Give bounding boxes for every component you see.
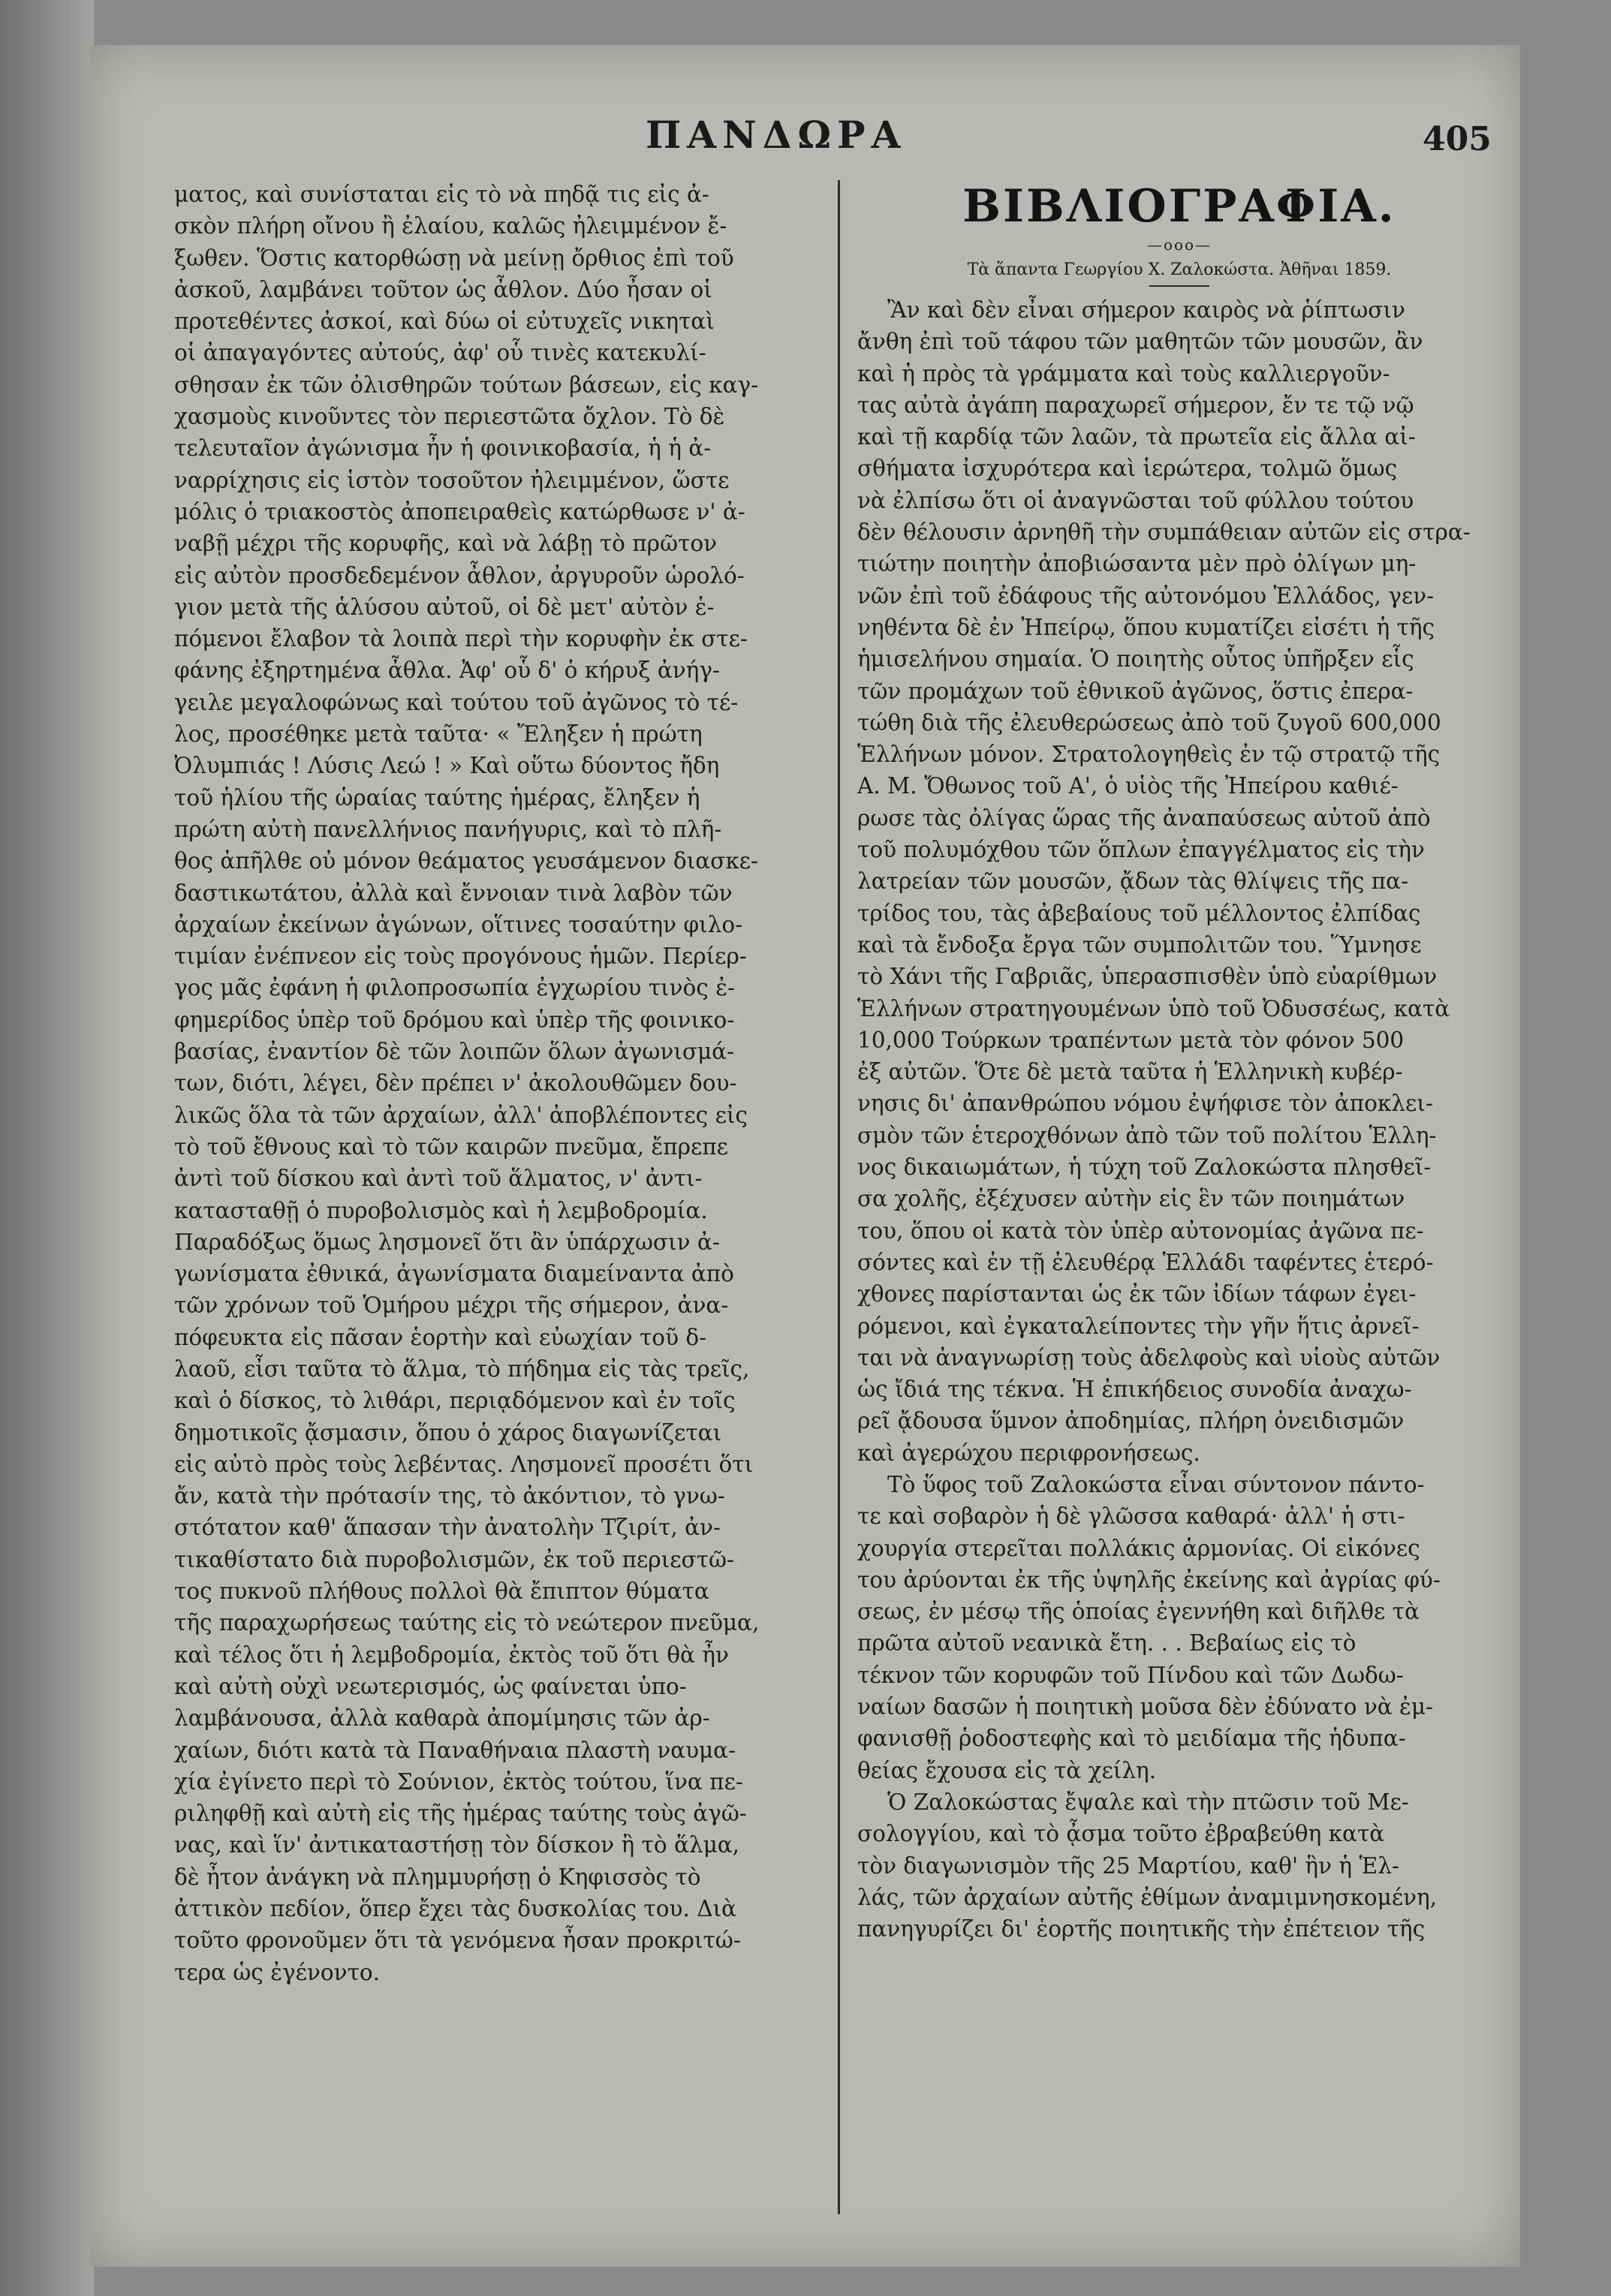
text-line: κατασταθῇ ὁ πυροβολισμὸς καὶ ἡ λεμβοδρομία. [174, 1197, 708, 1223]
text-line: γειλε μεγαλοφώνως καὶ τούτου τοῦ ἀγῶνος τὸ τέ- [174, 689, 739, 715]
text-line: φανισθῇ ῥοδοστεφὴς καὶ τὸ μειδίαμα τῆς ἡδυπα- [857, 1726, 1406, 1752]
text-line: καὶ ἡ πρὸς τὰ γράμματα καὶ τοὺς καλλιεργοῦν- [857, 360, 1390, 387]
text-line: τῶν προμάχων τοῦ ἐθνικοῦ ἀγῶνος, ὅστις ἐπερα- [857, 678, 1414, 704]
text-line: τας αὐτὰ ἀγάπη παραχωρεῖ σήμερον, ἔν τε τῷ νῷ [857, 392, 1414, 418]
text-line: σόντες καὶ ἐν τῇ ἐλευθέρᾳ Ἑλλάδι ταφέντες ἑτερό- [857, 1249, 1434, 1275]
text-line: χία ἐγίνετο περὶ τὸ Σούνιον, ἐκτὸς τούτου, ἵνα πε- [174, 1768, 743, 1795]
text-line: μόλις ὁ τριακοστὸς ἀποπειραθεὶς κατώρθωσε ν' ἀ- [174, 498, 745, 525]
text-line: χαίων, διότι κατὰ τὰ Παναθήναια πλαστὴ ναυμα- [174, 1737, 736, 1763]
text-line: ναίων δασῶν ἡ ποιητικὴ μοῦσα δὲν ἐδύνατο νὰ ἐμ- [857, 1694, 1434, 1720]
text-line: τῶν χρόνων τοῦ Ὁμήρου μέχρι τῆς σήμερον, ἀνα- [174, 1292, 729, 1319]
text-line: ὡς ἴδιά της τέκνα. Ἡ ἐπικήδειος συνοδία ἀναχω- [857, 1377, 1412, 1403]
text-line: σθησαν ἐκ τῶν ὀλισθηρῶν τούτων βάσεων, εἰς καγ- [174, 372, 759, 398]
text-line: πανηγυρίζει δι' ἑορτῆς ποιητικῆς τὴν ἐπέτειον τῆς [857, 1916, 1426, 1942]
text-line: ρωσε τὰς ὀλίγας ὥρας τῆς ἀναπαύσεως αὐτοῦ ἀπὸ [857, 805, 1431, 831]
text-line: Ὁ Ζαλοκώστας ἔψαλε καὶ τὴν πτῶσιν τοῦ Με- [887, 1789, 1409, 1815]
text-line: τερα ὡς ἐγένοντο. [174, 1959, 381, 1985]
text-line: ρεῖ ᾄδουσα ὕμνον ἀποδημίας, πλήρη ὀνειδισμῶν [857, 1408, 1405, 1434]
text-line: βασίας, ἐναντίον δὲ τῶν λοιπῶν ὅλων ἀγωνισμά- [174, 1039, 735, 1065]
text-line: νὰ ἐλπίσω ὅτι οἱ ἀναγνῶσται τοῦ φύλλου τούτου [857, 487, 1414, 513]
text-line: ξωθεν. Ὅστις κατορθώσῃ νὰ μείνῃ ὄρθιος ἐπὶ τοῦ [174, 245, 734, 271]
text-line: φημερίδος ὑπὲρ τοῦ δρόμου καὶ ὑπὲρ τῆς φοινικο- [174, 1007, 735, 1033]
text-line: καὶ τὰ ἔνδοξα ἔργα τῶν συμπολιτῶν του. Ὕμνησε [857, 931, 1422, 958]
text-line: των, διότι, λέγει, δὲν πρέπει ν' ἀκολουθῶμεν δου- [174, 1070, 737, 1097]
text-line: ἄν, κατὰ τὴν πρότασίν της, τὸ ἀκόντιον, τὸ γνω- [174, 1483, 725, 1509]
text-line: ναρρίχησις εἰς ἱστὸν τοσοῦτον ἠλειμμένον, ὥστε [174, 467, 730, 493]
text-line: τέκνον τῶν κορυφῶν τοῦ Πίνδου καὶ τῶν Δωδω- [857, 1662, 1404, 1688]
text-line: δὲν θέλουσιν ἀρνηθῆ τὴν συμπάθειαν αὐτῶν εἰς στρα- [857, 519, 1471, 546]
text-line: καὶ αὐτὴ οὐχὶ νεωτερισμός, ὡς φαίνεται ὑπο- [174, 1673, 687, 1699]
text-line: προτεθέντες ἀσκοί, καὶ δύω οἱ εὐτυχεῖς νικηταὶ [174, 308, 715, 335]
section-ornament: —ooo— [1146, 236, 1212, 254]
text-line: ματος, καὶ συνίσταται εἰς τὸ νὰ πηδᾷ τις εἰς ἀ- [174, 182, 709, 207]
text-line: τὸ Χάνι τῆς Γαβριᾶς, ὑπερασπισθὲν ὑπὸ εὐαρίθμων [857, 964, 1438, 990]
text-line: καὶ τέλος ὅτι ἡ λεμβοδρομία, ἐκτὸς τοῦ ὅτι θὰ ἦν [174, 1642, 729, 1668]
text-line: τοῦ πολυμόχθου τῶν ὅπλων ἐπαγγέλματος εἰς τὴν [857, 837, 1425, 863]
text-line: σκὸν πλήρη οἴνου ἢ ἐλαίου, καλῶς ἠλειμμένον ἔ- [174, 213, 727, 239]
text-line: λικῶς ὅλα τὰ τῶν ἀρχαίων, ἀλλ' ἀποβλέποντες εἰς [174, 1102, 748, 1128]
text-line: τῆς παραχωρήσεως ταύτης εἰς τὸ νεώτερον πνεῦμα, [174, 1610, 760, 1636]
text-line: γιον μετὰ τῆς ἁλύσου αὐτοῦ, οἱ δὲ μετ' αὐτὸν ἑ- [174, 594, 715, 620]
text-line: πόφευκτα εἰς πᾶσαν ἑορτὴν καὶ εὐωχίαν τοῦ δ- [174, 1324, 707, 1350]
page-number: 405 [1423, 120, 1492, 158]
text-line: νας, καὶ ἵν' ἀντικαταστήσῃ τὸν δίσκον ἢ τὸ ἅλμα, [174, 1832, 740, 1858]
reference-rule [1149, 285, 1209, 287]
text-line: λαμβάνουσα, ἀλλὰ καθαρὰ ἀπομίμησις τῶν ἀρ- [174, 1705, 710, 1732]
text-line: τε καὶ σοβαρὸν ἡ δὲ γλῶσσα καθαρά· ἀλλ' ἡ στι- [857, 1503, 1405, 1530]
text-line: σα χολῆς, ἐξέχυσεν αὐτὴν εἰς ἓν τῶν ποιημάτων [857, 1186, 1405, 1212]
text-line: τρίδος του, τὰς ἀβεβαίους τοῦ μέλλοντος ἐλπίδας [857, 900, 1421, 926]
text-line: καὶ ὁ δίσκος, τὸ λιθάρι, περιᾳδόμενον καὶ ἐν τοῖς [174, 1388, 736, 1414]
text-line: τιμίαν ἐνέπνεον εἰς τοὺς προγόνους ἡμῶν. Περίερ- [174, 943, 747, 970]
text-line: του ἀρύονται ἐκ τῆς ὑψηλῆς ἐκείνης καὶ ἀγρίας φύ- [857, 1566, 1441, 1593]
text-line: εἰς αὐτὸ πρὸς τοὺς λεβέντας. Λησμονεῖ προσέτι ὅτι [174, 1451, 754, 1477]
text-line: χουργία στερεῖται πολλάκις ἁρμονίας. Οἱ εἰκόνες [857, 1535, 1420, 1561]
text-line: λαοῦ, εἶσι ταῦτα τὸ ἅλμα, τὸ πήδημα εἰς τὰς τρεῖς, [174, 1356, 750, 1382]
text-line: καὶ τῇ καρδίᾳ τῶν λαῶν, τὰ πρωτεῖα εἰς ἄλλα αἰ- [857, 424, 1416, 450]
section-title: ΒΙΒΛΙΟΓΡΑΦΙΑ. [962, 180, 1396, 233]
text-line: οἱ ἀπαγαγόντες αὐτούς, ἀφ' οὗ τινὲς κατεκυλί- [174, 340, 706, 366]
text-line: ναβῇ μέχρι τῆς κορυφῆς, καὶ νὰ λάβῃ τὸ πρῶτον [174, 531, 718, 557]
text-line: Ἑλλήνων στρατηγουμένων ὑπὸ τοῦ Ὀδυσσέως, κατὰ [857, 995, 1450, 1022]
text-line: λάς, τῶν ἀρχαίων αὐτῆς ἐθίμων ἀναμιμνησκομένη, [857, 1884, 1438, 1910]
text-line: δημοτικοῖς ᾄσμασιν, ὅπου ὁ χάρος διαγωνίζεται [174, 1419, 722, 1446]
text-line: ἀσκοῦ, λαμβάνει τοῦτον ὡς ἆθλον. Δύο ἦσαν οἱ [174, 276, 712, 302]
text-line: γωνίσματα ἐθνικά, ἀγωνίσματα διαμείναντα ἀπὸ [174, 1261, 734, 1287]
text-line: ριληφθῇ καὶ αὐτὴ εἰς τῆς ἡμέρας ταύτης τοὺς ἀγῶ- [174, 1801, 747, 1827]
text-line: τὸ τοῦ ἔθνους καὶ τὸ τῶν καιρῶν πνεῦμα, ἔπρεπε [174, 1133, 728, 1160]
text-line: Παραδόξως ὅμως λησμονεῖ ὅτι ἂν ὑπάρχωσιν ἀ- [174, 1229, 720, 1255]
text-line: Ὀλυμπιάς ! Λύσις Λεώ ! » Καὶ οὕτω δύοντος ἤδη [174, 753, 720, 779]
text-line: πρῶτα αὐτοῦ νεανικὰ ἔτη. . . Βεβαίως εἰς τὸ [857, 1630, 1357, 1657]
text-line: ρόμενοι, καὶ ἐγκαταλείποντες τὴν γῆν ἥτις ἀρνεῖ- [857, 1313, 1420, 1339]
text-line: νῶν ἐπὶ τοῦ ἐδάφους τῆς αὐτονόμου Ἑλλάδος, γεν- [857, 582, 1435, 609]
book-gutter-shadow [0, 0, 94, 2296]
right-column-text [857, 294, 1501, 1945]
book-reference-text: Τὰ ἅπαντα Γεωργίου Χ. Ζαλοκώστα. Ἀθῆναι 1859. [967, 260, 1392, 279]
text-line: ἐξ αὐτῶν. Ὅτε δὲ μετὰ ταῦτα ἡ Ἑλληνικὴ κυβέρ- [857, 1059, 1403, 1085]
text-line: ται νὰ ἀναγνωρίσῃ τοὺς ἀδελφοὺς καὶ υἱοὺς αὐτῶν [857, 1344, 1441, 1371]
text-line: δὲ ἦτον ἀνάγκη νὰ πλημμυρήσῃ ὁ Κηφισσὸς τὸ [174, 1864, 701, 1890]
text-line: τελευταῖον ἀγώνισμα ἦν ἡ φοινικοβασία, ἡ ἡ ἀ- [174, 435, 712, 462]
text-line: τοῦτο φρονοῦμεν ὅτι τὰ γενόμενα ἦσαν προκριτώ- [174, 1927, 741, 1954]
text-line: τιώτην ποιητὴν ἀποβιώσαντα μὲν πρὸ ὀλίγων μη- [857, 551, 1417, 577]
text-line: του, ὅπου οἱ κατὰ τὸν ὑπὲρ αὐτονομίας ἀγῶνα πε- [857, 1217, 1424, 1244]
text-line: χασμοὺς κινοῦντες τὸν περιεστῶτα ὄχλον. Τὸ δὲ [174, 404, 725, 430]
text-line: τώθη διὰ τῆς ἐλευθερώσεως ἀπὸ τοῦ ζυγοῦ 600,000 [857, 709, 1441, 736]
text-line: πόμενοι ἔλαβον τὰ λοιπὰ περὶ τὴν κορυφὴν ἐκ στε- [174, 626, 748, 652]
text-line: ἀρχαίων ἐκείνων ἀγώνων, οἵτινες τοσαύτην φιλο- [174, 911, 743, 937]
journal-title: ΠΑΝΔΩΡΑ [646, 113, 907, 157]
text-line: ἡμισελήνου σημαία. Ὁ ποιητὴς οὗτος ὑπῆρξεν εἷς [857, 646, 1414, 673]
text-line: λος, προσέθηκε μετὰ ταῦτα· « Ἔληξεν ἡ πρώτη [174, 721, 703, 748]
text-line: νηθέντα δὲ ἐν Ἠπείρῳ, ὅπου κυματίζει εἰσέτι ἡ τῆς [857, 614, 1435, 640]
text-line: ἄνθη ἐπὶ τοῦ τάφου τῶν μαθητῶν τῶν μουσῶν, ἂν [857, 329, 1423, 355]
text-line: σολογγίου, καὶ τὸ ᾆσμα τοῦτο ἐβραβεύθη κατὰ [857, 1821, 1385, 1847]
text-line: θείας ἔχουσα εἰς τὰ χείλη. [857, 1757, 1157, 1783]
right-column [857, 179, 1501, 1945]
text-line: ἀττικὸν πεδίον, ὅπερ ἔχει τὰς δυσκολίας του. Διὰ [174, 1896, 736, 1922]
text-line: τικαθίστατο διὰ πυροβολισμῶν, ἐκ τοῦ περιεστῶ- [174, 1546, 734, 1572]
text-line: εἰς αὐτὸν προσδεδεμένον ἆθλον, ἀργυροῦν ὡρολό- [174, 562, 745, 588]
text-line: σεως, ἐν μέσῳ τῆς ὁποίας ἐγεννήθη καὶ διῆλθε τὰ [857, 1599, 1420, 1625]
text-line: λατρείαν τῶν μουσῶν, ᾄδων τὰς θλίψεις τῆς πα- [857, 868, 1409, 895]
text-line: Ἑλλήνων μόνον. Στρατολογηθεὶς ἐν τῷ στρατῷ τῆς [857, 742, 1441, 768]
text-line: πρώτη αὐτὴ πανελλήνιος πανήγυρις, καὶ τὸ πλῆ- [174, 816, 722, 842]
column-divider [838, 180, 840, 2214]
text-line: τὸν διαγωνισμὸν τῆς 25 Μαρτίου, καθ' ἣν ἡ Ἑλ- [857, 1852, 1399, 1879]
text-line: ἀντὶ τοῦ δίσκου καὶ ἀντὶ τοῦ ἅλματος, ν' ἀντι- [174, 1166, 703, 1192]
text-line: Α. Μ. Ὄθωνος τοῦ Α', ὁ υἱὸς τῆς Ἠπείρου καθιέ- [857, 773, 1399, 799]
text-line: Ἂν καὶ δὲν εἶναι σήμερον καιρὸς νὰ ῥίπτωσιν [887, 297, 1405, 323]
text-line: γος μᾶς ἐφάνη ἡ φιλοπροσωπία ἐγχωρίου τινὸς ἐ- [174, 975, 735, 1001]
text-line: χθονες παρίστανται ὡς ἐκ τῶν ἰδίων τάφων ἐγει- [857, 1281, 1417, 1307]
text-line: νησις δι' ἀπανθρώπου νόμου ἐψήφισε τὸν ἀποκλει- [857, 1091, 1433, 1117]
text-line: φάνης ἐξηρτημένα ἆθλα. Ἀφ' οὗ δ' ὁ κήρυξ ἀνήγ- [174, 658, 720, 684]
text-line: σμὸν τῶν ἑτεροχθόνων ἀπὸ τῶν τοῦ πολίτου Ἑλλη- [857, 1122, 1437, 1148]
text-line: τοῦ ἡλίου τῆς ὡραίας ταύτης ἡμέρας, ἔληξεν ἡ [174, 784, 700, 811]
text-line: 10,000 Τούρκων τραπέντων μετὰ τὸν φόνον 500 [857, 1027, 1405, 1053]
text-line: καὶ ἀγερώχου περιφρονήσεως. [857, 1440, 1200, 1466]
text-line: νος δικαιωμάτων, ἡ τύχη τοῦ Ζαλοκώστα πλησθεῖ- [857, 1154, 1432, 1181]
text-line: στότατον καθ' ἅπασαν τὴν ἀνατολὴν Τζιρίτ, ἀν- [174, 1515, 721, 1541]
left-column [174, 179, 826, 1988]
text-line: τος πυκνοῦ πλήθους πολλοὶ θὰ ἔπιπτον θύματα [174, 1578, 709, 1605]
text-line: Τὸ ὕφος τοῦ Ζαλοκώστα εἶναι σύντονον πάντο- [887, 1471, 1425, 1497]
text-line: σθήματα ἰσχυρότερα καὶ ἱερώτερα, τολμῶ ὅμως [857, 456, 1398, 482]
text-line: δαστικωτάτου, ἀλλὰ καὶ ἔννοιαν τινὰ λαβὸν τῶν [174, 880, 733, 906]
book-reference [857, 255, 1501, 287]
text-line: θος ἀπῆλθε οὐ μόνον θεάματος γευσάμενον διασκε- [174, 848, 759, 874]
